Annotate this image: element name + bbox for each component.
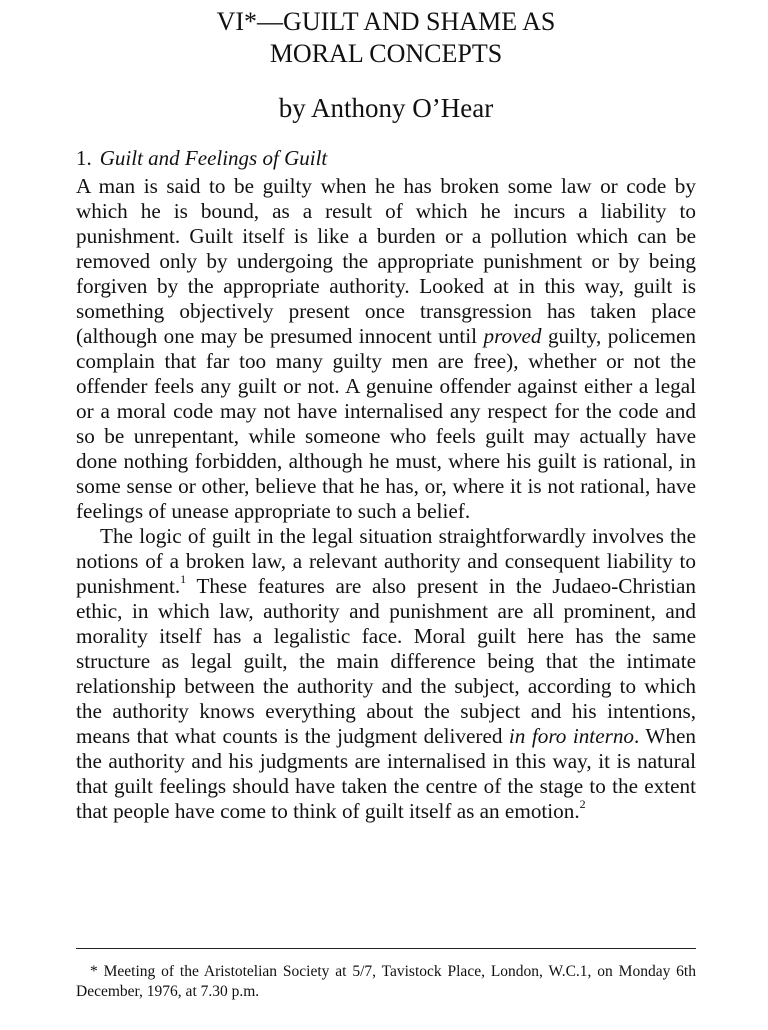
- section-heading: [76, 146, 696, 171]
- paragraph-1-part-a: A man is said to be guilty when he has broken some law or code by which he is bound, as a result of which he incurs a liability to punishment. Guilt itself is like a burden or a pollution which can be removed only by undergoing the appropriate punishment or by being forgiven by the appropriate authority. Looked at in this way, guilt is something objectively present once transgression has taken place (although one may be presumed innocent until: [76, 174, 696, 348]
- author-byline: by Anthony O’Hear: [278, 93, 494, 123]
- article-title: [76, 6, 696, 70]
- paragraph-2-part-d: . When the authority and his judgments are internalised in this way, it is natural that guilt feelings should have taken the centre of the stage to the extent that people have come to think of guilt itself as an emotion.: [76, 724, 696, 823]
- page: [0, 6, 768, 1030]
- paragraph-2-part-a: The logic of guilt in the legal situation straightforwardly involves the notions of a broken law, a relevant authority and consequent liability to punishment.: [76, 524, 696, 598]
- section-number: 1.: [76, 146, 92, 170]
- title-line-1: VI*—GUILT AND SHAME AS: [216, 7, 556, 36]
- footnote-marker-1: 1: [180, 572, 187, 586]
- paragraph-1-italic-proved: proved: [483, 324, 542, 348]
- section-title: Guilt and Feelings of Guilt: [99, 146, 328, 170]
- footnote-marker-2: 2: [579, 797, 586, 811]
- footnote: * Meeting of the Aristotelian Society at 5/7, Tavistock Place, London, W.C.1, on Monday 6th December, 1976, at 7.30 p.m.: [76, 963, 696, 1000]
- paragraph-1: [76, 174, 696, 524]
- title-line-2: MORAL CONCEPTS: [269, 39, 503, 68]
- paragraph-2-part-b: These features are also present in the Judaeo-Christian ethic, in which law, authority and punishment are all prominent, and morality itself has a legalistic face. Moral guilt here has the same structure as legal guilt, the main difference being that the intimate relationship between the authority and the subject, according to which the authority knows everything about the subject and his intentions, means that what counts is the judgment delivered: [76, 574, 696, 748]
- paragraph-1-part-c: guilty, policemen complain that far too many guilty men are free), whether or not the offender feels any guilt or not. A genuine offender against either a legal or a moral code may not have internalised any respect for the code and so be unrepentant, while someone who feels guilt may actually have done nothing forbidden, although he must, where his guilt is rational, in some sense or other, believe that he has, or, where it is not rational, have feelings of unease appropriate to such a belief.: [76, 324, 697, 523]
- paragraph-2-italic-in-foro-interno: in foro interno: [508, 724, 635, 748]
- footnote-divider: [76, 948, 696, 949]
- paragraph-2: [76, 524, 696, 824]
